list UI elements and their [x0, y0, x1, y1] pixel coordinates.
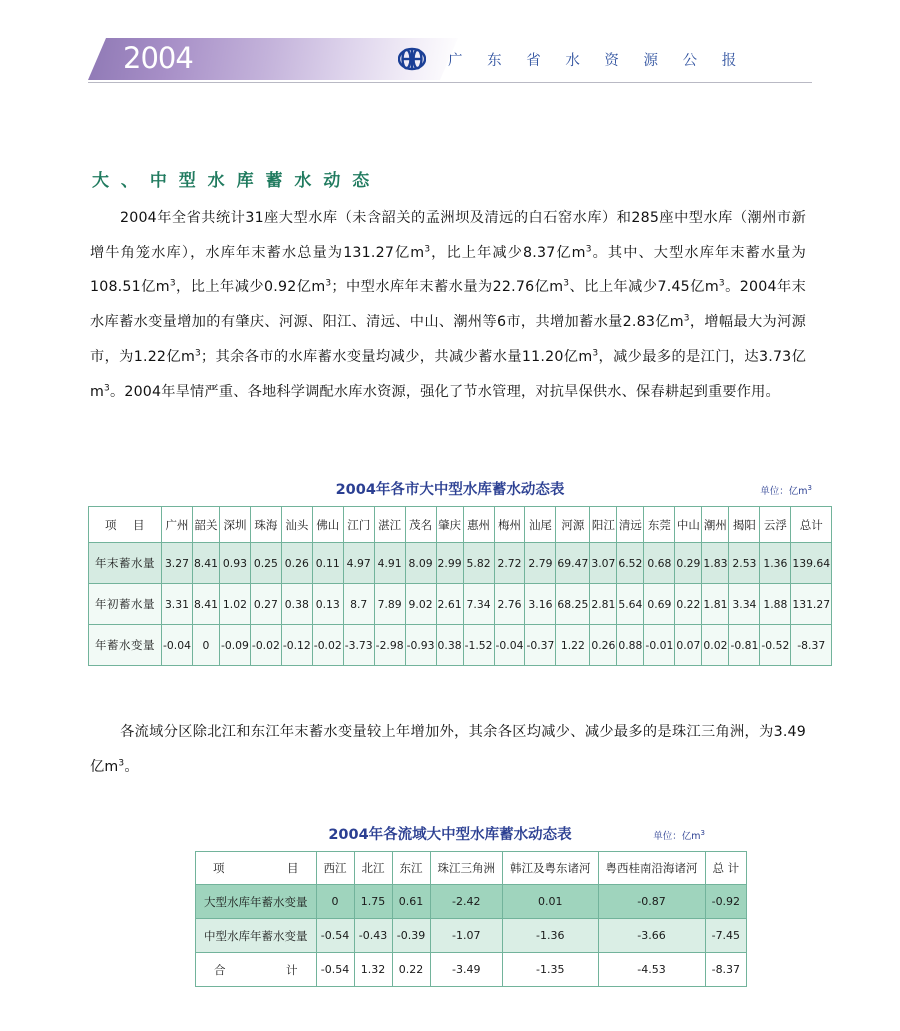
table-city-cell-1-15: 5.64	[617, 584, 644, 625]
table-city-cell-2-8: -0.93	[405, 625, 436, 666]
table-basin-title-row	[195, 823, 705, 843]
table-city-cell-0-8: 8.09	[405, 543, 436, 584]
table-basin-unit-sup: 3	[700, 828, 705, 837]
table-city-cell-2-20: -0.52	[760, 625, 791, 666]
table-city-cell-2-17: 0.07	[675, 625, 702, 666]
table-row	[196, 919, 747, 953]
table-basin-cell-1-5: -3.66	[598, 919, 705, 953]
table-basin-cell-0-3: -2.42	[430, 885, 503, 919]
table-basin-col-6: 总 计	[705, 852, 747, 885]
paragraph1-text: 2004年全省共统计31座大型水库（未含韶关的孟洲坝及清远的白石窑水库）和285座中型水库（潮州市新增牛角笼水库），水库年末蓄水总量为131.27亿$m^3$，比上年减少8.37亿$m^3$。其中、大型水库年末蓄水量为108.51亿$m^3$，比上年减少0.92亿$m^3$；中型水库年末蓄水量为22.76亿$m^3$、比上年减少7.45亿$m^3$。2004年末水库蓄水变量增加的有肇庆、河源、阳江、清远、中山、潮州等6市，共增加蓄水量2.83亿$m^3$，增幅最大为河源市，为1.22亿$m^3$；其余各市的水库蓄水变量均减少，共减少蓄水量11.20亿$m^3$，减少最多的是江门，达3.73亿$m^3$。2004年旱情严重、各地科学调配水库水资源，强化了节水管理，对抗旱保供水、保春耕起到重要作用。	[90, 210, 807, 400]
table-basin-row-label-2: 合 计	[196, 953, 317, 987]
table-row	[89, 543, 832, 584]
table-city-cell-2-14: 0.26	[590, 625, 617, 666]
table-city-cell-2-5: -0.02	[312, 625, 343, 666]
table-city-cell-1-18: 1.81	[702, 584, 729, 625]
table-city-cell-0-7: 4.91	[374, 543, 405, 584]
table-city-cell-1-9: 2.61	[436, 584, 463, 625]
table-city-cell-0-12: 2.79	[525, 543, 556, 584]
table-basin-cell-0-6: -0.92	[705, 885, 747, 919]
table-basin-cell-2-0: -0.54	[316, 953, 354, 987]
table-city-cell-1-6: 8.7	[343, 584, 374, 625]
table-city-cell-1-21: 131.27	[791, 584, 832, 625]
table-city-cell-0-17: 0.29	[675, 543, 702, 584]
table-city-cell-1-4: 0.38	[281, 584, 312, 625]
table-city-cell-2-4: -0.12	[281, 625, 312, 666]
table-city-cell-1-13: 68.25	[556, 584, 590, 625]
table-basin-col-1: 北江	[354, 852, 392, 885]
table-city-unit-label: 单位：	[760, 486, 789, 497]
table-city-cell-0-14: 3.07	[590, 543, 617, 584]
table-city-col-item-right: 目	[133, 517, 145, 532]
table-city-row-label-0: 年末蓄水量	[89, 543, 162, 584]
table-city-cell-2-11: -0.04	[494, 625, 525, 666]
table-city-cell-0-18: 1.83	[702, 543, 729, 584]
table-city	[88, 506, 832, 666]
table-city-cell-0-10: 5.82	[463, 543, 494, 584]
table-basin-cell-0-2: 0.61	[392, 885, 430, 919]
water-bureau-logo-icon	[398, 46, 426, 72]
table-basin-body	[196, 885, 747, 987]
table-city-cell-2-15: 0.88	[617, 625, 644, 666]
table-row	[196, 885, 747, 919]
table-city-cell-2-6: -3.73	[343, 625, 374, 666]
table-city-cell-1-1: 8.41	[192, 584, 219, 625]
table-city-cell-1-11: 2.76	[494, 584, 525, 625]
header-divider	[88, 82, 812, 83]
table-city-col-11: 梅州	[494, 507, 525, 543]
table-city-cell-0-5: 0.11	[312, 543, 343, 584]
table-basin-cell-1-2: -0.39	[392, 919, 430, 953]
table-city-cell-2-7: -2.98	[374, 625, 405, 666]
table-basin-cell-1-1: -0.43	[354, 919, 392, 953]
table-city-col-3: 珠海	[250, 507, 281, 543]
table-city-cell-2-9: 0.38	[436, 625, 463, 666]
table-city-col-16: 东莞	[644, 507, 675, 543]
table-city-unit-value: 亿m	[788, 486, 808, 497]
table-basin-col-item-left: 项	[213, 861, 225, 875]
table-basin-row-label-0: 大型水库年蓄水变量	[196, 885, 317, 919]
table-city-col-item	[89, 507, 162, 543]
table-city-cell-1-14: 2.81	[590, 584, 617, 625]
table-basin-cell-2-1: 1.32	[354, 953, 392, 987]
table-city-cell-2-13: 1.22	[556, 625, 590, 666]
table-city-cell-1-2: 1.02	[219, 584, 250, 625]
table-basin-cell-2-3: -3.49	[430, 953, 503, 987]
table-basin-cell-1-6: -7.45	[705, 919, 747, 953]
table-city-col-9: 肇庆	[436, 507, 463, 543]
paragraph2-text: 各流域分区除北江和东江年末蓄水变量较上年增加外，其余各区均减少、减少最多的是珠江三角洲，为3.49亿$m^3$。	[90, 724, 806, 775]
paragraph-basin-overview	[90, 717, 806, 783]
table-basin-col-item	[196, 852, 317, 885]
table-city-cell-2-16: -0.01	[644, 625, 675, 666]
page-header	[88, 38, 812, 80]
table-city-col-13: 河源	[556, 507, 590, 543]
table-city-col-15: 清远	[617, 507, 644, 543]
table-basin-cell-0-5: -0.87	[598, 885, 705, 919]
table-city-col-6: 江门	[343, 507, 374, 543]
table-city-col-0: 广州	[162, 507, 193, 543]
table-basin-cell-0-4: 0.01	[503, 885, 599, 919]
table-basin-cell-1-0: -0.54	[316, 919, 354, 953]
table-city-cell-1-16: 0.69	[644, 584, 675, 625]
table-city-cell-1-12: 3.16	[525, 584, 556, 625]
table-city-col-21: 总计	[791, 507, 832, 543]
table-basin-title: 2004年各流域大中型水库蓄水动态表	[328, 827, 572, 843]
table-city-header-row	[89, 507, 832, 543]
table-city-cell-1-19: 3.34	[729, 584, 760, 625]
table-city-cell-2-0: -0.04	[162, 625, 193, 666]
table-basin-cell-1-3: -1.07	[430, 919, 503, 953]
table-city-cell-1-7: 7.89	[374, 584, 405, 625]
table-city-cell-1-20: 1.88	[760, 584, 791, 625]
banner-year-label: 2004	[123, 41, 193, 75]
table-city-cell-1-8: 9.02	[405, 584, 436, 625]
table-city-cell-2-2: -0.09	[219, 625, 250, 666]
table-city-col-10: 惠州	[463, 507, 494, 543]
table-city-cell-1-5: 0.13	[312, 584, 343, 625]
table-city-col-1: 韶关	[192, 507, 219, 543]
table-block-city	[88, 478, 831, 666]
table-basin	[195, 851, 747, 987]
table-city-cell-0-20: 1.36	[760, 543, 791, 584]
table-city-col-7: 湛江	[374, 507, 405, 543]
table-city-cell-0-19: 2.53	[729, 543, 760, 584]
table-basin-cell-1-4: -1.36	[503, 919, 599, 953]
table-basin-cell-2-4: -1.35	[503, 953, 599, 987]
table-basin-header-row	[196, 852, 747, 885]
table-basin-col-5: 粤西桂南沿海诸河	[598, 852, 705, 885]
table-city-cell-0-4: 0.26	[281, 543, 312, 584]
table-basin-cell-0-1: 1.75	[354, 885, 392, 919]
paragraph-reservoir-overview	[90, 203, 806, 408]
table-city-row-label-2: 年蓄水变量	[89, 625, 162, 666]
table-basin-unit-label: 单位：	[653, 831, 682, 842]
table-city-row-label-1: 年初蓄水量	[89, 584, 162, 625]
table-basin-unit-value: 亿m	[681, 831, 701, 842]
table-city-col-17: 中山	[675, 507, 702, 543]
table-city-cell-0-11: 2.72	[494, 543, 525, 584]
table-basin-cell-2-2: 0.22	[392, 953, 430, 987]
section-heading: 大 、 中 型 水 库 蓄 水 动 态	[92, 171, 373, 191]
table-city-cell-0-6: 4.97	[343, 543, 374, 584]
table-city-unit	[760, 483, 812, 497]
table-city-cell-1-0: 3.31	[162, 584, 193, 625]
table-basin-col-2: 东江	[392, 852, 430, 885]
table-basin-col-3: 珠江三角洲	[430, 852, 503, 885]
table-city-unit-sup: 3	[807, 483, 812, 492]
table-city-cell-0-15: 6.52	[617, 543, 644, 584]
table-city-cell-2-18: 0.02	[702, 625, 729, 666]
table-row	[89, 625, 832, 666]
table-city-col-14: 阳江	[590, 507, 617, 543]
table-city-col-2: 深圳	[219, 507, 250, 543]
table-basin-unit	[653, 828, 705, 842]
table-city-cell-2-3: -0.02	[250, 625, 281, 666]
table-city-cell-0-16: 0.68	[644, 543, 675, 584]
table-city-cell-0-3: 0.25	[250, 543, 281, 584]
table-city-title: 2004年各市大中型水库蓄水动态表	[335, 482, 565, 498]
table-city-cell-0-21: 139.64	[791, 543, 832, 584]
table-city-col-item-left: 项	[105, 517, 117, 532]
table-city-body	[89, 543, 832, 666]
table-city-cell-2-10: -1.52	[463, 625, 494, 666]
table-city-cell-1-3: 0.27	[250, 584, 281, 625]
table-city-col-20: 云浮	[760, 507, 791, 543]
table-city-cell-2-1: 0	[192, 625, 219, 666]
table-row	[89, 584, 832, 625]
table-city-col-8: 茂名	[405, 507, 436, 543]
table-city-col-12: 汕尾	[525, 507, 556, 543]
table-city-cell-2-19: -0.81	[729, 625, 760, 666]
page-title: 广 东 省 水 资 源 公 报	[448, 53, 747, 69]
table-city-cell-0-1: 8.41	[192, 543, 219, 584]
table-basin-cell-2-5: -4.53	[598, 953, 705, 987]
table-city-col-4: 汕头	[281, 507, 312, 543]
table-city-cell-2-21: -8.37	[791, 625, 832, 666]
table-row	[196, 953, 747, 987]
table-basin-cell-2-6: -8.37	[705, 953, 747, 987]
table-basin-cell-0-0: 0	[316, 885, 354, 919]
table-basin-col-4: 韩江及粤东诸河	[503, 852, 599, 885]
table-city-cell-0-13: 69.47	[556, 543, 590, 584]
table-city-title-row	[88, 478, 812, 498]
table-city-cell-0-0: 3.27	[162, 543, 193, 584]
table-block-basin	[195, 823, 741, 987]
table-city-cell-1-17: 0.22	[675, 584, 702, 625]
table-basin-col-item-right: 目	[287, 861, 299, 875]
table-basin-row-label-1: 中型水库年蓄水变量	[196, 919, 317, 953]
table-city-col-19: 揭阳	[729, 507, 760, 543]
table-city-cell-2-12: -0.37	[525, 625, 556, 666]
table-city-cell-0-2: 0.93	[219, 543, 250, 584]
table-city-col-5: 佛山	[312, 507, 343, 543]
table-city-cell-0-9: 2.99	[436, 543, 463, 584]
table-basin-col-0: 西江	[316, 852, 354, 885]
table-city-col-18: 潮州	[702, 507, 729, 543]
table-city-cell-1-10: 7.34	[463, 584, 494, 625]
